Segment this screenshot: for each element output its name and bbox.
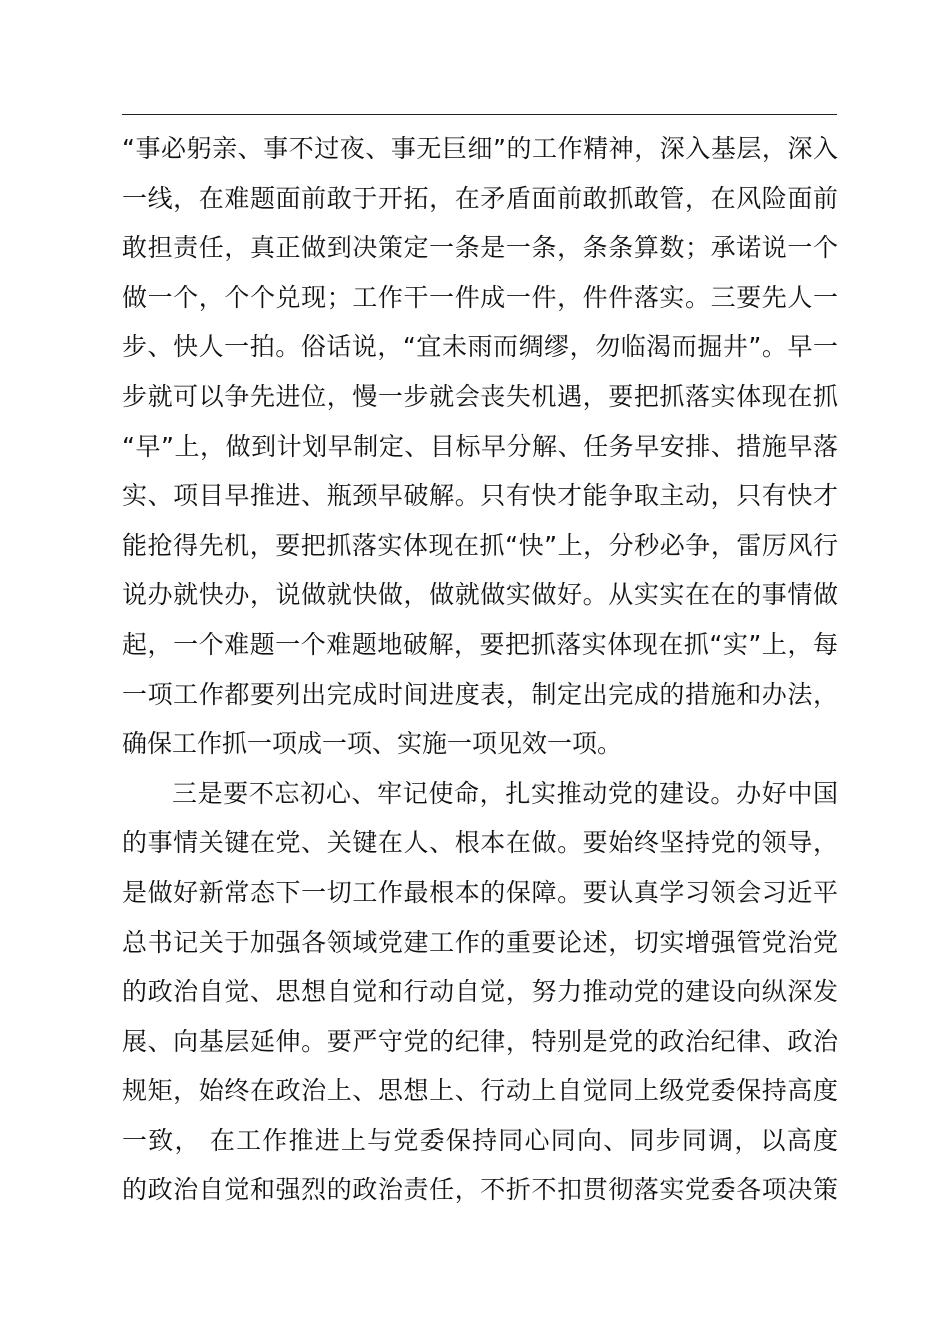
header-rule [122,114,837,115]
paragraph-1-line-12: 一项工作都要列出完成时间进度表，制定出完成的措施和办法， [122,679,838,709]
paragraph-2-line-5: 的政治自觉、思想自觉和行动自觉，努力推动党的建设向纵深发 [122,977,838,1007]
paragraph-1-line-11: 起，一个难题一个难题地破解，要把抓落实体现在抓“实”上，每 [122,629,838,659]
paragraph-1-line-10: 说办就快办，说做就快做，做就做实做好。从实实在在的事情做 [122,580,838,610]
paragraph-1-line-5: 步、快人一拍。俗话说，“宜未雨而绸缪，勿临渴而掘井”。早一 [122,332,838,362]
paragraph-1-line-13: 确保工作抓一项成一项、实施一项见效一项。 [122,729,623,759]
paragraph-1-line-3: 敢担责任，真正做到决策定一条是一条，条条算数；承诺说一个 [122,233,838,263]
paragraph-2-line-8: 一致， 在工作推进上与党委保持同心同向、同步同调，以高度 [122,1125,838,1155]
paragraph-1-line-6: 步就可以争先进位，慢一步就会丧失机遇，要把抓落实体现在抓 [122,381,838,411]
paragraph-1-line-1: “事必躬亲、事不过夜、事无巨细”的工作精神，深入基层，深入 [122,134,838,163]
paragraph-2-line-2: 的事情关键在党、关键在人、根本在做。要始终坚持党的领导， [122,828,838,858]
paragraph-1-line-8: 实、项目早推进、瓶颈早破解。只有快才能争取主动，只有快才 [122,481,838,511]
paragraph-2-line-4: 总书记关于加强各领域党建工作的重要论述，切实增强管党治党 [122,927,838,957]
paragraph-2-line-1: 三是要不忘初心、牢记使命，扎实推动党的建设。办好中国 [172,778,838,808]
paragraph-1-line-9: 能抢得先机，要把抓落实体现在抓“快”上，分秒必争，雷厉风行 [122,530,838,560]
paragraph-2 [122,769,838,1215]
document-body [122,124,838,1215]
paragraph-1-line-4: 做一个，个个兑现；工作干一件成一件，件件落实。三要先人一 [122,282,838,312]
paragraph-2-line-6: 展、向基层延伸。要严守党的纪律，特别是党的政治纪律、政治 [122,1026,838,1056]
paragraph-1-line-7: “早”上，做到计划早制定、目标早分解、任务早安排、措施早落 [122,431,838,461]
paragraph-1-line-2: 一线，在难题面前敢于开拓，在矛盾面前敢抓敢管，在风险面前 [122,183,838,213]
paragraph-2-line-7: 规矩，始终在政治上、思想上、行动上自觉同上级党委保持高度 [122,1076,838,1106]
paragraph-2-line-9: 的政治自觉和强烈的政治责任，不折不扣贯彻落实党委各项决策 [122,1175,838,1205]
paragraph-1 [122,124,838,769]
paragraph-2-line-3: 是做好新常态下一切工作最根本的保障。要认真学习领会习近平 [122,877,838,907]
